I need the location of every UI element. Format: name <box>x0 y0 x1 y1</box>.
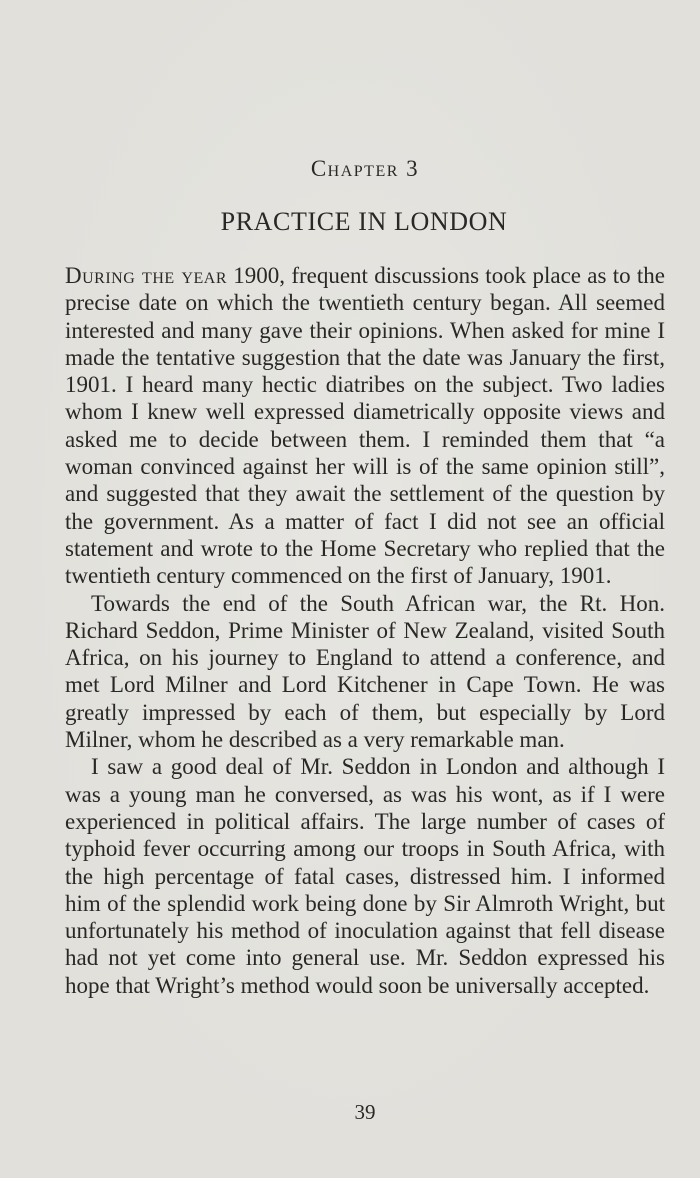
page-number: 39 <box>354 1100 376 1124</box>
paragraph-1 <box>65 262 665 590</box>
chapter-label: Chapter 3 <box>310 156 420 181</box>
paragraph-3 <box>65 753 665 999</box>
paragraph-text: 1900, frequent discussions took place as to the precise date on which the twentieth century began. All seemed interested and many gave their opinions. When asked for mine I made the tentative suggestion that the date was January the first, 1901. I heard many hectic diatribes on the subject. Two ladies whom I knew well expressed diametrically opposite views and asked me to decide between them. I reminded them that “a woman convinced against her will is of the same opinion still”, and suggested that they await the settlement of the question by the government. As a matter of fact I did not see an official statement and wrote to the Home Secretary who replied that the twentieth century commenced on the first of January, 1901. <box>65 263 665 589</box>
paragraph-2 <box>65 590 665 754</box>
chapter-title: PRACTICE IN LONDON <box>220 207 508 236</box>
body-text <box>65 262 665 999</box>
paragraph-lead: During the year <box>65 263 227 288</box>
paragraph-text: Towards the end of the South African war, the Rt. Hon. Richard Seddon, Prime Minister of New Zealand, visited South Africa, on his journey to England to attend a conference, and met Lord Milner and Lord Kitchener in Cape Town. He was greatly impressed by each of them, but especially by Lord Milner, whom he described as a very remarkable man. <box>65 590 665 753</box>
paragraph-text: I saw a good deal of Mr. Seddon in London and although I was a young man he conversed, as was his wont, as if I were experienced in political affairs. The large number of cases of typhoid fever occurring among our troops in South Africa, with the high percentage of fatal cases, distressed him. I informed him of the splendid work being done by Sir Almroth Wright, but unfortunately his method of inoculation against that fell disease had not yet come into general use. Mr. Seddon expressed his hope that Wright’s method would soon be universally accepted. <box>65 754 665 998</box>
